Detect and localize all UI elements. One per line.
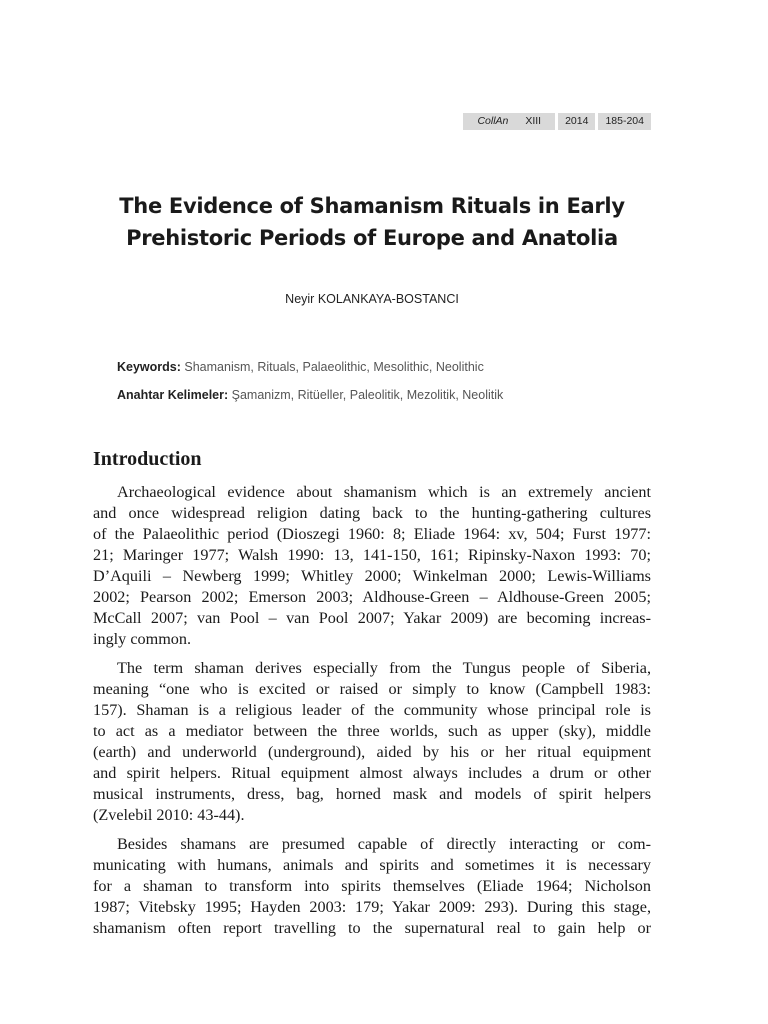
year-tag: 2014 <box>558 113 595 130</box>
text-line: of the Palaeolithic period (Dioszegi 1960: 8; Eliade 1964: xv, 504; Furst 1977: <box>93 525 651 543</box>
section-heading: Introduction <box>93 448 202 470</box>
text-line: (earth) and underworld (underground), aided by his or her ritual equipment <box>93 743 651 761</box>
text-line: 21; Maringer 1977; Walsh 1990: 13, 141-150, 161; Ripinsky-Naxon 1993: 70; <box>93 546 651 564</box>
text-line: shamanism often report travelling to the supernatural real to gain help or <box>93 919 651 937</box>
text-line: for a shaman to transform into spirits themselves (Eliade 1964; Nicholson <box>93 877 651 895</box>
text-line: 2002; Pearson 2002; Emerson 2003; Aldhouse-Green – Aldhouse-Green 2005; <box>93 588 651 606</box>
journal-tag <box>463 113 555 130</box>
author-name: Neyir KOLANKAYA-BOSTANCI <box>285 292 459 306</box>
text-line: ingly common. <box>93 630 192 648</box>
anahtar-kelimeler-line <box>117 388 503 402</box>
text-line: musical instruments, dress, bag, horned mask and models of spirit helpers <box>93 785 651 803</box>
paragraph <box>93 834 651 939</box>
text-line: The term shaman derives especially from the Tungus people of Siberia, <box>117 659 651 677</box>
title-line-2: Prehistoric Periods of Europe and Anatolia <box>126 226 618 250</box>
body-text <box>93 482 651 947</box>
paragraph <box>93 482 651 650</box>
paragraph <box>93 658 651 826</box>
text-line: and once widespread religion dating back to the hunting-gathering cultures <box>93 504 651 522</box>
text-line: to act as a mediator between the three worlds, such as upper (sky), middle <box>93 722 651 740</box>
text-line: Archaeological evidence about shamanism which is an extremely ancient <box>117 483 651 501</box>
anahtar-kelimeler-value: Şamanizm, Ritüeller, Paleolitik, Mezolitik, Neolitik <box>231 388 504 402</box>
text-line: Besides shamans are presumed capable of directly interacting or com- <box>117 835 651 853</box>
text-line: D’Aquili – Newberg 1999; Whitley 2000; Winkelman 2000; Lewis-Williams <box>93 567 651 585</box>
journal-volume: XIII <box>518 113 548 130</box>
text-line: (Zvelebil 2010: 43-44). <box>93 806 245 824</box>
pages-tag: 185-204 <box>598 113 651 130</box>
anahtar-kelimeler-label: Anahtar Kelimeler: <box>117 388 229 402</box>
title-line-1: The Evidence of Shamanism Rituals in Early <box>119 194 625 218</box>
keywords-value: Shamanism, Rituals, Palaeolithic, Mesolithic, Neolithic <box>184 360 484 374</box>
keywords-line <box>117 360 484 374</box>
text-line: meaning “one who is excited or raised or simply to know (Campbell 1983: <box>93 680 651 698</box>
text-line: McCall 2007; van Pool – van Pool 2007; Yakar 2009) are becoming increas- <box>93 609 651 627</box>
text-line: 1987; Vitebsky 1995; Hayden 2003: 179; Yakar 2009: 293). During this stage, <box>93 898 651 916</box>
text-line: and spirit helpers. Ritual equipment almost always includes a drum or other <box>93 764 651 782</box>
journal-meta <box>463 113 651 130</box>
keywords-label: Keywords: <box>117 360 181 374</box>
paper-title <box>93 190 651 254</box>
journal-name: CollAn <box>470 113 515 130</box>
text-line: 157). Shaman is a religious leader of the community whose principal role is <box>93 701 651 719</box>
text-line: municating with humans, animals and spirits and sometimes it is necessary <box>93 856 651 874</box>
